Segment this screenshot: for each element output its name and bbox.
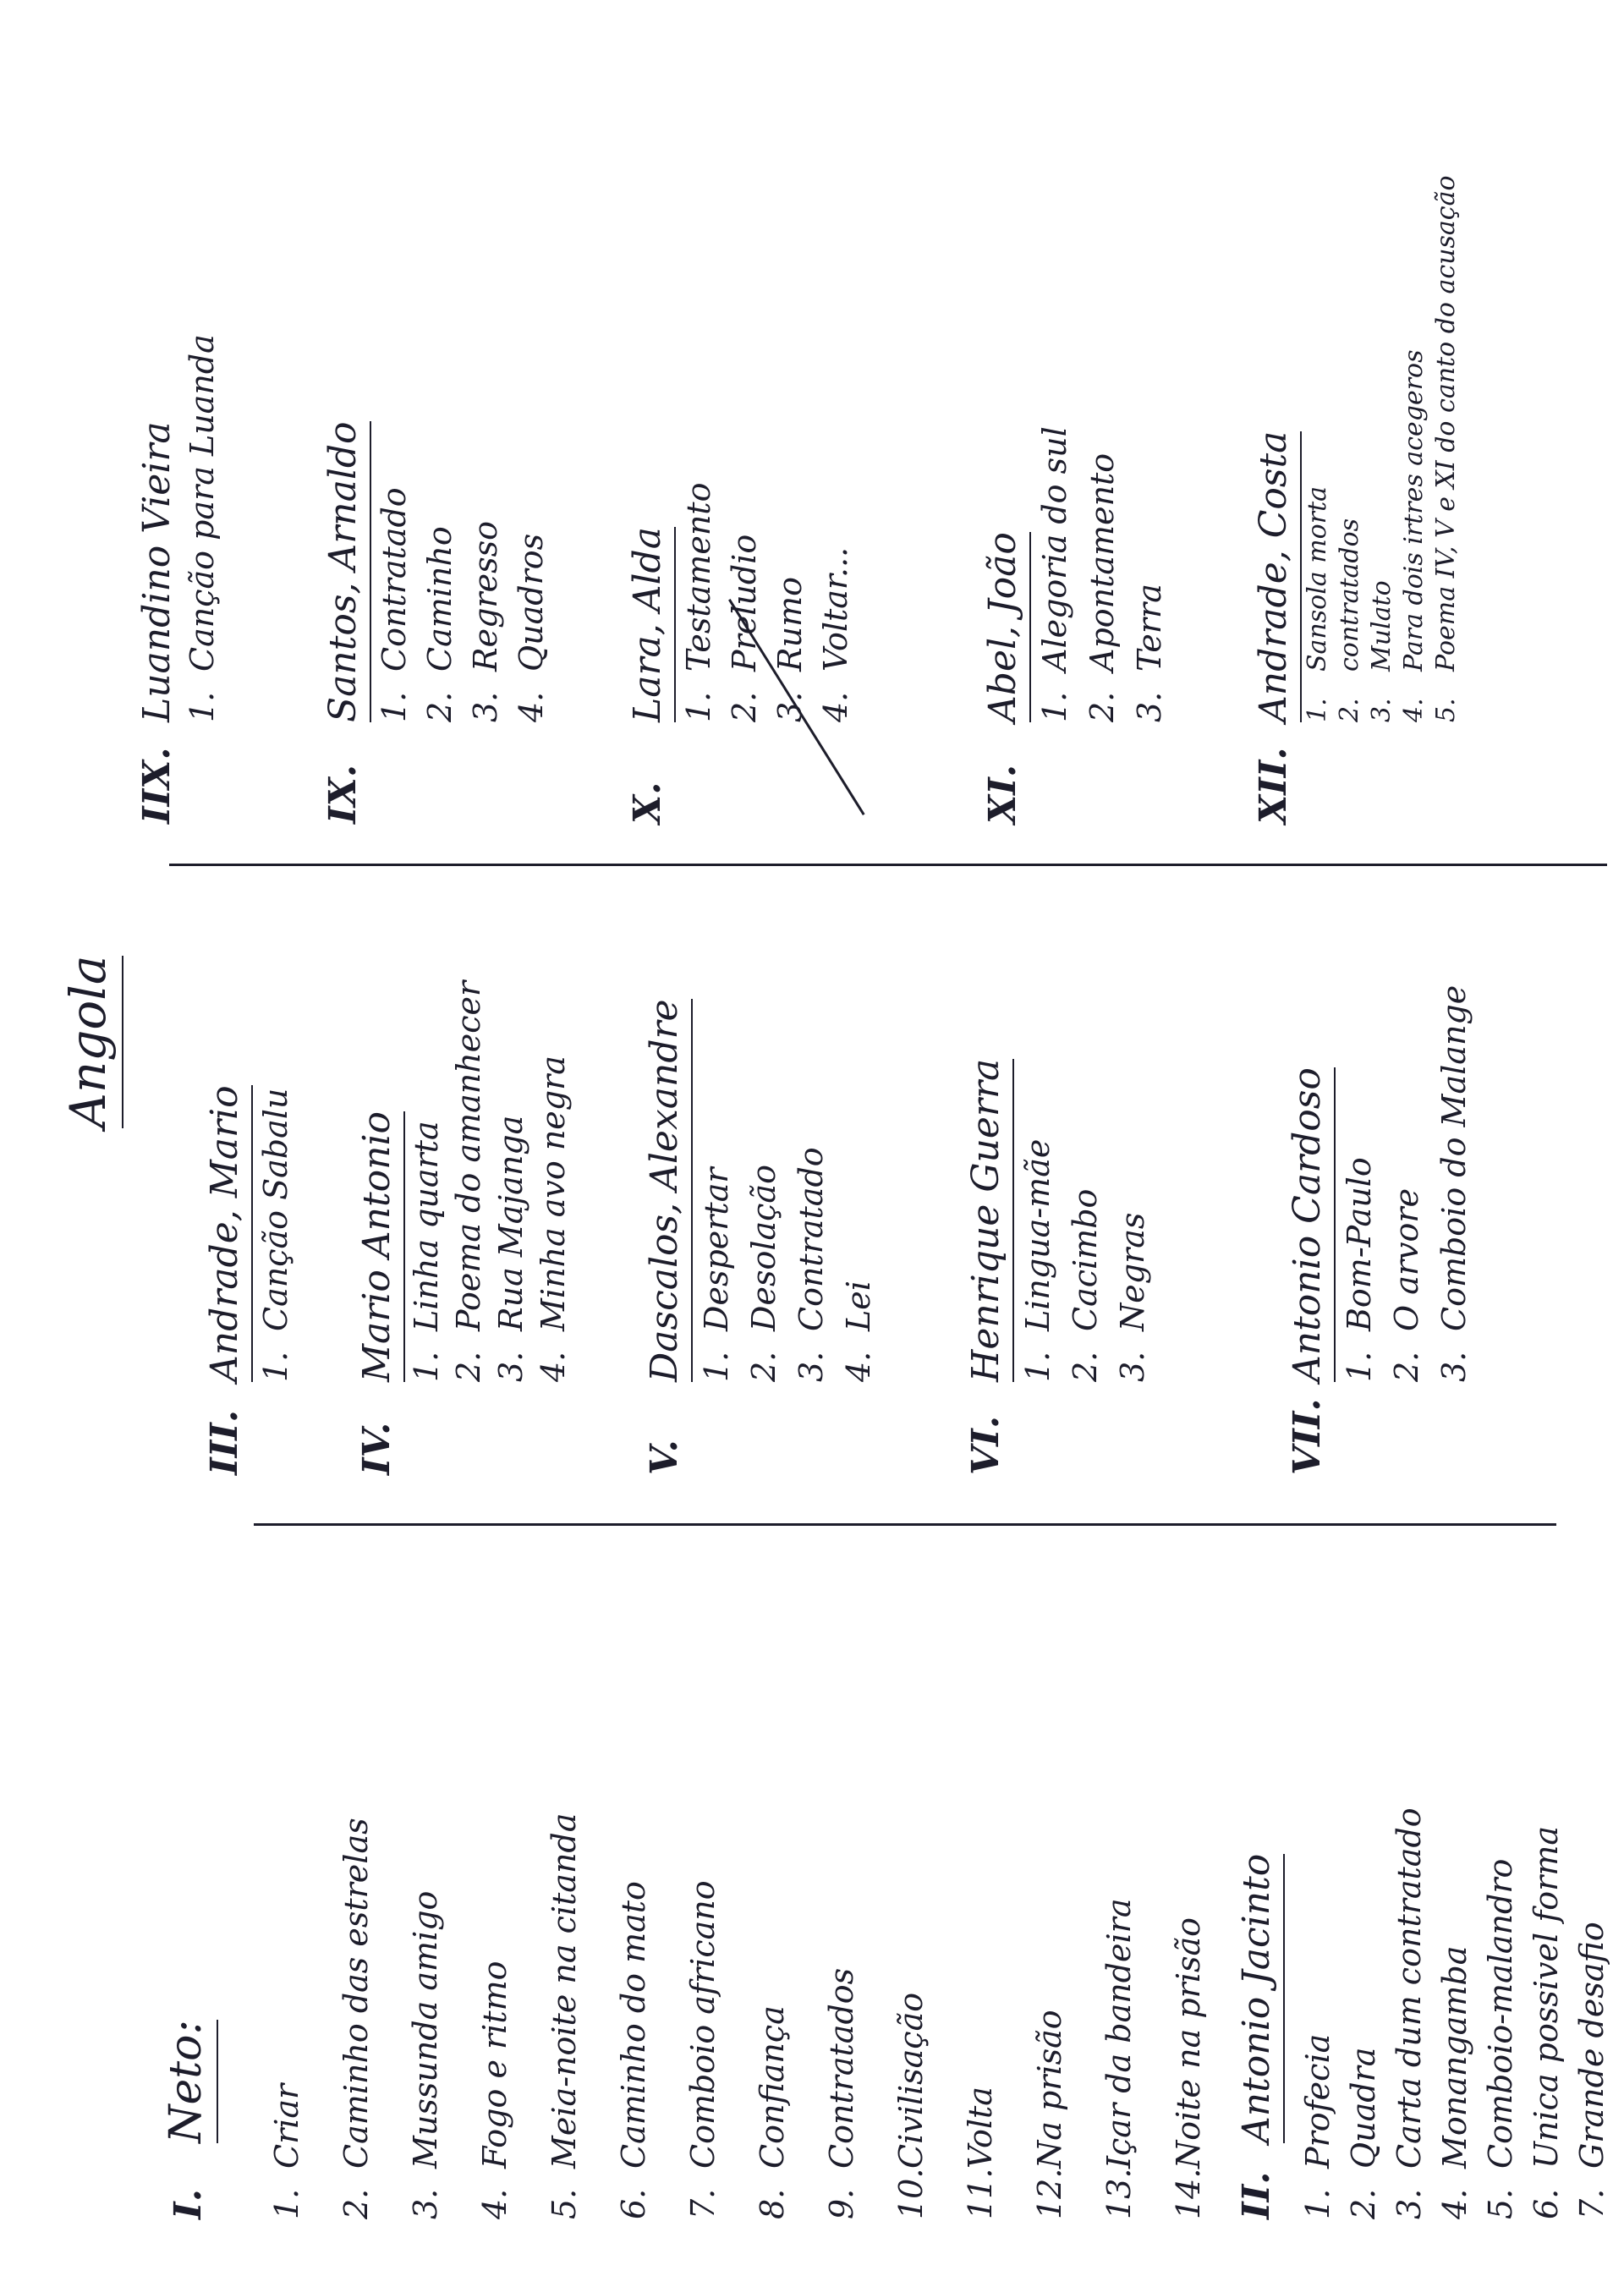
poem-number: 4. (1399, 698, 1429, 722)
poem-number: 2. (421, 691, 458, 722)
poem-title: Civilisação (892, 1992, 930, 2169)
poem-number: 4. (840, 1351, 877, 1382)
author-name: Lara, Alda (626, 527, 676, 722)
poem-title: Poema do amanhecer (450, 980, 487, 1331)
poem-item (447, 981, 490, 1382)
poem-number: 10. (892, 2168, 930, 2219)
poem-number: 3. (1367, 698, 1396, 722)
poem-list (405, 981, 574, 1382)
poem-number: 5. (1431, 698, 1461, 722)
poem-title: Rua Majanga (492, 1115, 529, 1331)
poem-item (1523, 1807, 1569, 2219)
poem-title: Negras (1114, 1212, 1151, 1331)
poem-number: 7. (684, 2188, 721, 2219)
poem-title: Quadros (513, 533, 550, 672)
poem-item (371, 421, 417, 722)
poem-title: Alegoria do sul (1036, 426, 1073, 672)
roman-numeral: I. (167, 2189, 210, 2219)
poem-list (253, 1085, 299, 1382)
poem-title: Profecia (1299, 2033, 1336, 2169)
poem-list (1014, 1059, 1156, 1382)
poem-item (876, 1813, 946, 2219)
poem-title: Unica possivel forma (1528, 1825, 1565, 2169)
poem-item (463, 421, 508, 722)
group-9 (321, 421, 554, 824)
poem-item (1295, 1807, 1341, 2219)
poem-number: 13. (1100, 2168, 1138, 2219)
poem-title: Preludio (726, 534, 763, 672)
poem-list (1031, 426, 1173, 722)
group-4 (355, 981, 574, 1475)
poem-number: 7. (1573, 2188, 1610, 2219)
poem-number: 3. (407, 2188, 444, 2219)
poem-title: Linha quarta (408, 1121, 445, 1331)
poem-item (738, 1813, 807, 2219)
poem-item (835, 999, 882, 1382)
poem-item (807, 1813, 876, 2219)
group-8 (135, 334, 226, 824)
poem-item (1109, 1059, 1156, 1382)
poem-item (1430, 175, 1462, 722)
poem-number: 1. (1036, 691, 1073, 722)
author-name: Luandino Vieira (135, 421, 178, 722)
poem-list (1295, 1807, 1615, 2219)
poem-number: 11. (962, 2168, 999, 2219)
poem-number: 1. (1341, 1351, 1378, 1382)
poem-number: 1. (698, 1351, 735, 1382)
poem-item (946, 1813, 1015, 2219)
poem-title: Mussunda amigo (407, 1890, 444, 2169)
poem-item (787, 999, 835, 1382)
poem-title: Terra (1131, 584, 1168, 672)
poem-title: Desolação (745, 1165, 782, 1331)
poem-item (417, 421, 463, 722)
poem-number: 1. (1019, 1351, 1056, 1382)
poem-item (1014, 1059, 1062, 1382)
poem-number: 3. (492, 1351, 529, 1382)
poem-item (599, 1813, 668, 2219)
poem-title: Comboio-malandro (1482, 1858, 1519, 2169)
poem-number: 2. (337, 2188, 375, 2219)
group-5 (643, 999, 882, 1475)
poem-number: 3. (793, 1351, 830, 1382)
group-11 (981, 426, 1173, 824)
poem-number: 1. (1303, 698, 1332, 722)
poem-title: Grande desafio (1573, 1922, 1610, 2169)
poem-item (532, 981, 574, 1382)
poem-item (508, 421, 554, 722)
poem-number: 2. (1388, 1351, 1425, 1382)
poem-title: Quadra (1345, 2047, 1382, 2169)
poem-number: 3. (1435, 1351, 1473, 1382)
poem-item (1569, 1807, 1615, 2219)
poem-item (178, 334, 226, 722)
poem-item (1432, 1807, 1478, 2219)
poem-title: Comboio do Malange (1435, 984, 1473, 1331)
poem-item (1383, 985, 1430, 1382)
poem-item (1334, 175, 1366, 722)
author-name: Andrade, Costa (1252, 431, 1302, 722)
poem-number: 2. (450, 1351, 487, 1382)
poem-list (178, 334, 226, 722)
poem-number: 2. (745, 1351, 782, 1382)
poem-title: Lei (840, 1281, 877, 1331)
poem-item (1078, 426, 1126, 722)
poem-title: Para dois irtres acegeros (1399, 349, 1429, 672)
poem-number: 5. (1482, 2188, 1519, 2219)
poem-item (1302, 175, 1334, 722)
author-name: Abel, João (981, 532, 1031, 722)
poem-title: Caminho do mato (615, 1881, 652, 2169)
poem-title: Mulato (1367, 580, 1396, 672)
poem-title: Contratado (793, 1147, 830, 1331)
poem-number: 8. (754, 2188, 791, 2219)
group-7 (1286, 985, 1478, 1475)
poem-title: Içar da bandeira (1100, 1898, 1138, 2169)
poem-title: Na prisão (1031, 2010, 1068, 2169)
poem-number: 1. (257, 1351, 294, 1382)
author-name: Henrique Guerra (964, 1059, 1014, 1382)
group-3 (203, 1085, 299, 1475)
page-title: Angola (59, 956, 123, 1128)
poem-list (371, 421, 554, 722)
roman-numeral: X. (626, 782, 669, 824)
roman-numeral: XI. (981, 764, 1024, 824)
poem-number: 5. (546, 2188, 583, 2219)
poem-number: 9. (823, 2188, 860, 2219)
author-name: Neto: (161, 2020, 218, 2143)
poem-title: Caminho das estrelas (337, 1818, 375, 2169)
roman-numeral: VII. (1286, 1398, 1329, 1475)
poem-title: O arvore (1388, 1187, 1425, 1331)
poem-item (490, 981, 532, 1382)
poem-item (460, 1813, 529, 2219)
poem-title: Carta dum contratado (1391, 1807, 1428, 2169)
group-6 (964, 1059, 1156, 1475)
roman-numeral: II. (1235, 2171, 1278, 2219)
poem-number: 1. (1299, 2188, 1336, 2219)
roman-numeral: XII. (1252, 747, 1295, 824)
author-name: Mario Antonio (355, 1111, 405, 1382)
poem-item (529, 1813, 599, 2219)
poem-list (676, 483, 859, 722)
poem-title: Fogo e ritmo (476, 1961, 513, 2169)
poem-item (1154, 1813, 1223, 2219)
poem-list (252, 1813, 1223, 2219)
poem-item (1062, 1059, 1109, 1382)
poem-title: Despertar (698, 1167, 735, 1331)
poem-title: Meia-noite na citanda (546, 1813, 583, 2169)
poem-title: Lingua-mãe (1019, 1138, 1056, 1331)
poem-number: 4. (1436, 2188, 1473, 2219)
roman-numeral: VI. (964, 1415, 1007, 1475)
poem-number: 1. (680, 691, 717, 722)
poem-number: 3. (771, 691, 809, 722)
poem-title: Minha avo negra (535, 1056, 572, 1331)
poem-item (1336, 985, 1383, 1382)
poem-title: Canção Sabalu (257, 1088, 294, 1331)
poem-number: 1. (184, 691, 221, 722)
author-name: Santos, Arnaldo (321, 421, 371, 722)
poem-item (693, 999, 740, 1382)
poem-title: Regresso (467, 521, 504, 672)
group-10 (626, 483, 859, 824)
roman-numeral: IV. (355, 1422, 398, 1475)
poem-title: Comboio africano (684, 1880, 721, 2169)
poem-title: Criar (268, 2083, 305, 2169)
poem-title: Contratado (376, 487, 413, 672)
poem-number: 1. (408, 1351, 445, 1382)
poem-item (813, 483, 859, 722)
poem-number: 14. (1170, 2168, 1207, 2219)
group-12 (1252, 175, 1462, 824)
poem-list (1336, 985, 1478, 1382)
poem-item (1084, 1813, 1154, 2219)
poem-number: 4. (476, 2188, 513, 2219)
poem-item (1031, 426, 1078, 722)
poem-item (252, 1813, 321, 2219)
roman-numeral: III. (203, 1409, 246, 1475)
poem-number: 2. (726, 691, 763, 722)
poem-number: 12. (1031, 2168, 1068, 2219)
poem-number: 4. (535, 1351, 572, 1382)
poem-number: 4. (513, 691, 550, 722)
poem-item (1015, 1813, 1084, 2219)
poem-title: Sansola morta (1303, 485, 1332, 672)
poem-item (668, 1813, 738, 2219)
author-name: Antonio Jacinto (1235, 1854, 1285, 2143)
column-divider-2 (169, 864, 1607, 866)
poem-number: 3. (467, 691, 504, 722)
poem-title: Apontamento (1084, 452, 1121, 672)
poem-number: 2. (1084, 691, 1121, 722)
roman-numeral: V. (643, 1440, 686, 1475)
poem-number: 3. (1391, 2188, 1428, 2219)
group-1 (161, 1813, 1223, 2219)
poem-number: 6. (615, 2188, 652, 2219)
poem-item (1398, 175, 1430, 722)
poem-number: 2. (1335, 698, 1364, 722)
poem-item (721, 483, 767, 722)
poem-title: Canção para Luanda (184, 334, 221, 672)
poem-title: Bom-Paulo (1341, 1157, 1378, 1331)
poem-title: contratados (1335, 518, 1364, 672)
poem-title: Confiança (754, 2005, 791, 2169)
roman-numeral: IX. (321, 764, 365, 824)
column-divider-1 (254, 1523, 1556, 1526)
poem-item (1430, 985, 1478, 1382)
poem-item (253, 1085, 299, 1382)
poem-title: Monangamba (1436, 1945, 1473, 2169)
poem-number: 6. (1528, 2188, 1565, 2219)
poem-item (391, 1813, 460, 2219)
poem-list (1302, 175, 1462, 722)
group-2 (1235, 1807, 1615, 2219)
author-name: Antonio Cardoso (1286, 1067, 1336, 1382)
poem-number: 2. (1345, 2188, 1382, 2219)
poem-item (321, 1813, 391, 2219)
poem-list (693, 999, 882, 1382)
poem-item (767, 483, 813, 722)
poem-item (405, 981, 447, 1382)
poem-item (1478, 1807, 1523, 2219)
poem-number: 3. (1131, 691, 1168, 722)
poem-item (740, 999, 787, 1382)
poem-title: Testamento (680, 482, 717, 672)
poem-title: Contratados (823, 1967, 860, 2169)
author-name: Dascalos, Alexandre (643, 999, 693, 1382)
poem-number: 3. (1114, 1351, 1151, 1382)
poem-item (1341, 1807, 1386, 2219)
roman-numeral: IIX. (135, 747, 178, 824)
poem-number: 2. (1067, 1351, 1104, 1382)
poem-title: Poema IV, V e XI do canto do acusação (1431, 175, 1461, 672)
poem-title: Caminho (421, 526, 458, 672)
author-name: Andrade, Mario (203, 1085, 253, 1382)
poem-number: 1. (376, 691, 413, 722)
poem-number: 4. (817, 691, 854, 722)
poem-title: Volta (962, 2087, 999, 2169)
poem-item (1386, 1807, 1432, 2219)
poem-number: 1. (268, 2188, 305, 2219)
poem-title: Cacimbo (1067, 1188, 1104, 1331)
poem-item (1126, 426, 1173, 722)
poem-item (1366, 175, 1398, 722)
poem-title: Noite na prisão (1170, 1917, 1207, 2169)
poem-title: Rumo (771, 577, 809, 672)
poem-title: Voltar... (817, 546, 854, 672)
poem-item (676, 483, 721, 722)
